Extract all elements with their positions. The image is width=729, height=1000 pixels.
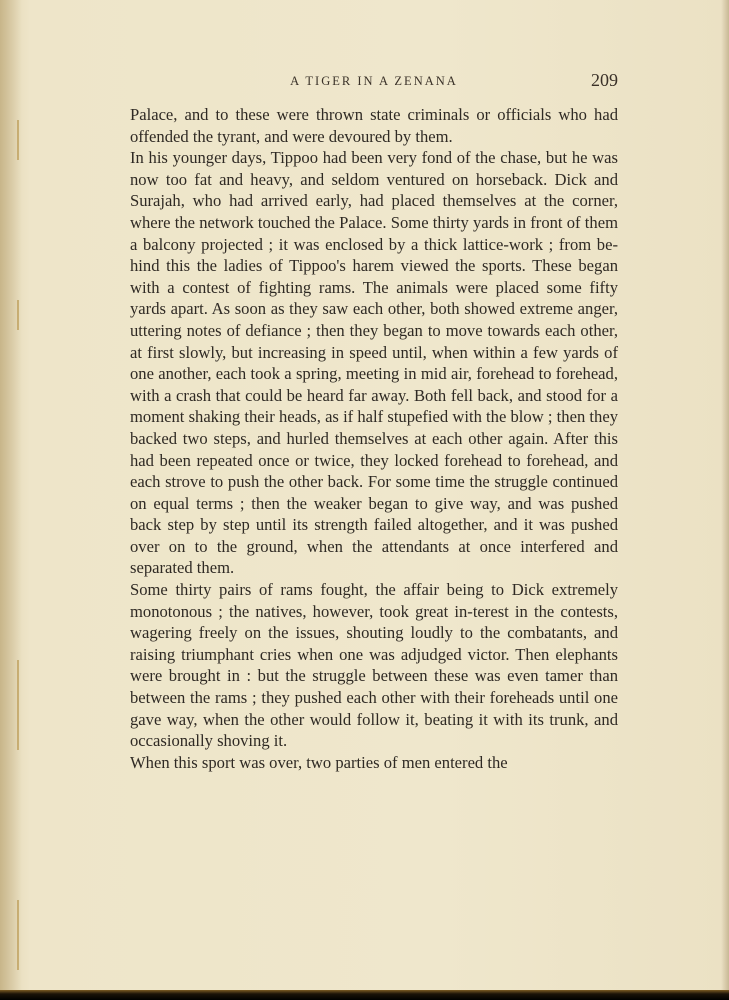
paragraph: Palace, and to these were thrown state criminals or officials who had offended the tyrant, and were devoured by them. — [130, 105, 618, 146]
gutter-mark — [17, 120, 19, 160]
paragraph: Some thirty pairs of rams fought, the affair being to Dick extremely monotonous ; the natives, however, took great in-terest in the contests, wagering freely on the issues, shouting loudly to the combatants, and raising triumphant cries when one was adjudged victor. Then elephants were brought in : but the struggle between these was even tamer than between the rams ; they pushed each other with their foreheads until one gave way, when the other would follow it, beating it with its trunk, and occasionally shoving it. — [130, 580, 618, 751]
gutter-mark — [17, 660, 19, 750]
gutter-mark — [17, 900, 19, 970]
running-head: A TIGER IN A ZENANA — [290, 74, 458, 88]
page-right-edge — [721, 0, 729, 1000]
paragraph: In his younger days, Tippoo had been very fond of the chase, but he was now too fat and heavy, and seldom ventured on horseback. Dick and Surajah, who had arrived early, had placed themselves at the corner, where the network touched the Palace. Some thirty yards in front of them a balcony projected ; it was enclosed by a thick lattice-work ; from be-hind this the ladies of Tippoo's harem viewed the sports. These began with a contest of fighting rams. The animals were placed some fifty yards apart. As soon as they saw each other, both showed extreme anger, uttering notes of defiance ; then they began to move towards each other, at first slowly, but increasing in speed until, when within a few yards of one another, each took a spring, meeting in mid air, forehead to forehead, with a crash that could be heard far away. Both fell back, and stood for a moment shaking their heads, as if half stupefied with the blow ; then they backed two steps, and hurled themselves at each other again. After this had been repeated once or twice, they locked forehead to forehead, and each strove to push the other back. For some time the struggle continued on equal terms ; then the weaker began to give way, and was pushed back step by step until its strength failed altogether, and it was pushed over on to the ground, when the attendants at once interfered and separated them. — [130, 148, 618, 578]
page-header — [130, 70, 618, 98]
page-number: 209 — [591, 70, 618, 90]
gutter-mark — [17, 300, 19, 330]
body-text — [130, 104, 618, 773]
page-bottom-edge — [0, 990, 729, 1000]
paragraph: When this sport was over, two parties of men entered the — [130, 752, 508, 772]
